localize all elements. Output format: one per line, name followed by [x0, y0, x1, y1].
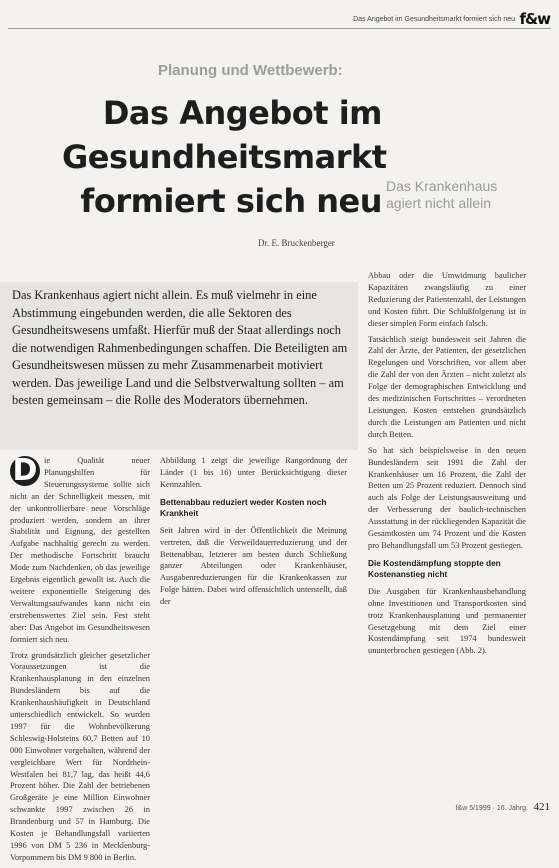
lead-text: Das Krankenhaus agiert nicht allein. Es muß vielmehr in eine Abstimmung eingebunden werden, die alle Sektoren des Gesundheitswesens umfaßt. Hierfür muß der Staat allerdings noch die notwendigen Rahmenbedingungen schaffen. Die Beteiligten am Gesundheitswesen müssen zu mehr Zusammenarbeit motiviert werden. Das jeweilige Land und die Selbstverwaltung sollten – am besten gemeinsam – die Rolle des Moderators übernehmen.: [12, 288, 348, 407]
footer-journal: f&w 5/1999 · 16. Jahrg.: [455, 805, 528, 812]
page-number: 421: [533, 801, 550, 813]
headline: Das Angebot im Gesundheitsmarkt formiert sich neu: [62, 94, 387, 220]
header-rule: [8, 28, 551, 29]
journal-logo: f&w: [519, 10, 550, 28]
paragraph: Trotz grundsätzlich gleicher gesetzlicher Voraussetzungen ist die Krankenhausplanung in den einzelnen Bundesländern bis auf die Krankenhaushäufigkeit in Deutschland unterschiedlich entwickelt. So wurden 1997 für die Wohnbevölkerung Schleswig-Holsteins 60,7 Betten auf 10 000 Einwohner vorgehalten, während der vergleichbare Wert für Nordrhein-Westfalen bei 81,7 lag, das heißt 44,6 Prozent höher. Die Zahl der betriebenen Großgeräte je eine Million Einwohner schwankte 1997 zwischen 26 in Brandenburg und 57 in Hamburg. Die Kosten je Behandlungsfall variierten 1996 von DM 5 236 in Mecklenburg-Vorpommern bis DM 9 800 in Berlin.: [10, 650, 150, 862]
paragraph: So hat sich beispielsweise in den neuen Bundesländern seit 1991 die Zahl der Krankenhäuser um 16 Prozent, die Zahl der Betten um 25 Prozent reduziert. Dennoch sind auch als Folge der Leistungsausweitung und der Verbesserung der baulich-technischen Ausstattung in der rückliegenden Kapazität die Gesamtkosten um 74 Prozent und die Kosten pro Behandlungsfall um 53 Prozent gestiegen.: [368, 445, 526, 550]
paragraph: [10, 455, 150, 646]
paragraph: Abbau oder die Umwidmung baulicher Kapazitäten zwangsläufig zu einer Reduzierung der Patientenzahl, der Leistungen und Kosten führt. Die Schlußfolgerung ist in dieser simplen Form einfach falsch.: [368, 271, 526, 328]
drop-cap: D: [10, 456, 40, 486]
section-subheading: Bettenabbau reduziert weder Kosten noch Krankheit: [160, 496, 327, 518]
column-3: [368, 270, 526, 661]
paragraph: Die Ausgaben für Krankenhausbehandlung ohne Investitionen und Transportkosten sind trotz Krankenhausplanung und permanenter Gesetzgebung mit dem Ziel einer Kostendämpfung seit 1974 bundesweit ununterbrochen gestiegen (Abb. 2).: [368, 586, 526, 656]
kicker: Planung und Wettbewerb:: [158, 62, 343, 79]
paragraph: Seit Jahren wird in der Öffentlichkeit die Meinung vertreten, daß die Verweildauerreduzierung und der Bettenabbau, letzterer am besten durch Schließung ganzer Abteilungen oder Krankenhäuser, Ausgabenreduzierungen für die Krankenkassen zur Folge hätten. Dabei wird offensichtlich unterstellt, daß der: [160, 525, 347, 607]
column-2: [160, 455, 347, 612]
author-byline: Dr. E. Bruckenberger: [258, 238, 335, 248]
section-subheading: Die Kostendämpfung stoppte den Kostenanstieg nicht: [368, 557, 501, 579]
subhead: Das Krankenhaus agiert nicht allein: [386, 178, 498, 211]
paragraph-text: ie Qualität neuer Planungshilfen für Steuerungssysteme sollte sich nicht an der Schnelligkeit messen, mit der unkontrollierbare neue Vorschläge produziert werden, sondern an ihrer Stabilität und Eignung, der gestellten Aufgabe nachhaltig gerecht zu werden. Der methodische Fortschritt braucht Mode zum Nachdenken, ob das jeweilige Ergebnis eigentlich gewollt ist. Auch die weitere exponentielle Steigerung des Verwaltungsaufwandes kann nicht ein erstrebenswertes Ziel sein. Fest steht aber: Das Angebot im Gesundheitswesen formiert sich neu.: [10, 456, 150, 644]
paragraph: Tatsächlich steigt bundesweit seit Jahren die Zahl der Ärzte, der Patienten, der gesetzlichen Regelungen und Vorschriften, vor allem aber die Zahl der von den Ärzten – nicht zuletzt als Folge der demographischen Entwicklung und des medizinischen Fortschrittes – verordneten Leistungen. Kosten entstehen grundsätzlich durch die Leistungen am Patienten und nicht durch Betten.: [368, 334, 526, 439]
running-head: Das Angebot im Gesundheitsmarkt formiert sich neu: [353, 16, 515, 23]
paragraph: Abbildung 1 zeigt die jeweilige Rangordnung der Länder (1 bis 16) unter Berücksichtigung dieser Kennzahlen.: [160, 456, 347, 489]
column-1: [10, 455, 150, 868]
